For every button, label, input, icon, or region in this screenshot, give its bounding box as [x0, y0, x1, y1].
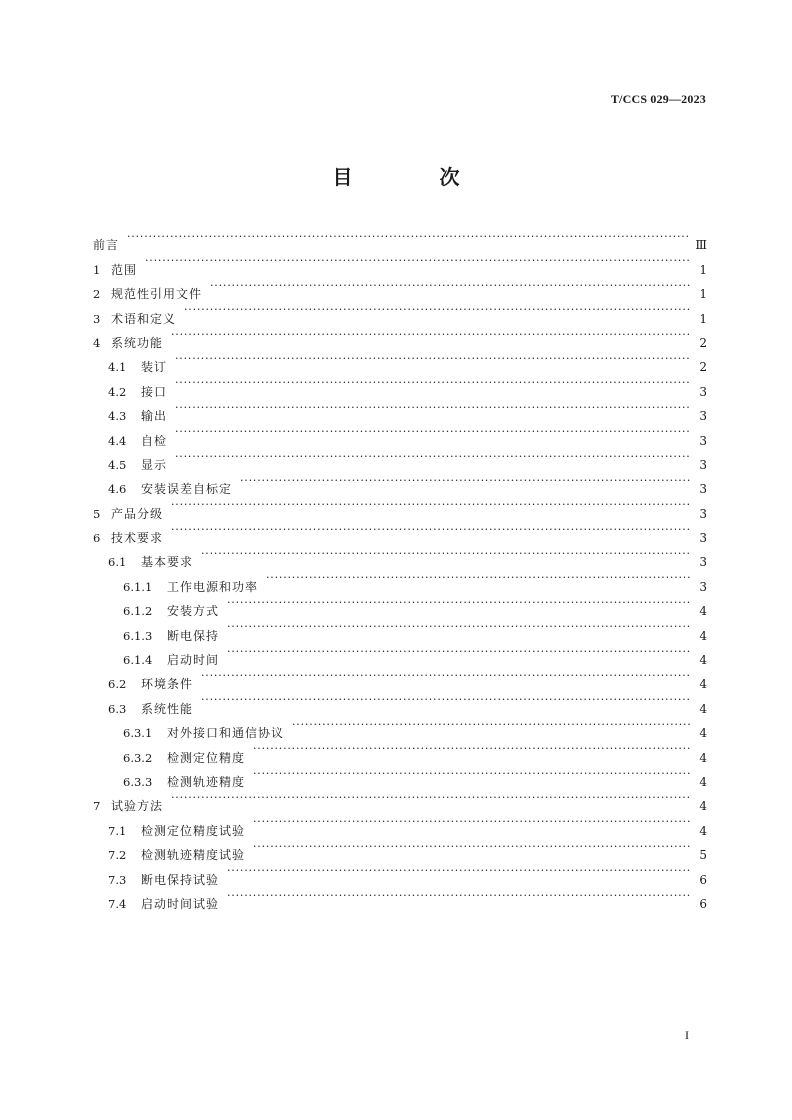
toc-dot-leader [175, 420, 691, 444]
toc-entry-page: 5 [699, 848, 707, 863]
toc-entry[interactable] [93, 298, 707, 326]
toc-entry-label: 检测定位精度 [167, 750, 246, 765]
toc-entry-page: 3 [699, 482, 707, 497]
toc-entry-number: 4 [93, 335, 101, 350]
toc-dot-leader [175, 396, 691, 420]
toc-entry-number: 4.4 [108, 433, 127, 448]
toc-entry-page: 4 [699, 750, 707, 765]
toc-entry-number: 4.2 [108, 384, 127, 399]
toc-dot-leader [127, 225, 689, 249]
toc-entry-page: 3 [699, 555, 707, 570]
toc-entry-label: 检测定位精度试验 [141, 823, 246, 838]
toc-entry[interactable] [93, 274, 707, 302]
toc-entry-label: 断电保持 [167, 628, 220, 643]
toc-entry-page: 6 [699, 896, 707, 911]
toc-dot-leader [175, 347, 691, 371]
toc-entry-number: 4.6 [108, 482, 127, 497]
toc-entry-page: 4 [699, 677, 707, 692]
toc-entry-page: 4 [699, 823, 707, 838]
toc-entry-label: 术语和定义 [111, 311, 177, 326]
toc-entry-number: 7.2 [108, 848, 127, 863]
toc-entry-label: 技术要求 [111, 531, 164, 546]
toc-entry-number: 1 [93, 262, 101, 277]
toc-entry-page: Ⅲ [695, 238, 707, 253]
toc-entry-label: 检测轨迹精度试验 [141, 848, 246, 863]
toc-entry-label: 系统功能 [111, 335, 164, 350]
toc-entry-page: 4 [699, 628, 707, 643]
toc-entry-number: 6 [93, 531, 101, 546]
page-number: I [685, 1028, 689, 1042]
toc-entry-page: 1 [699, 262, 707, 277]
toc-entry-label: 启动时间 [167, 653, 220, 668]
toc-entry-label: 前言 [93, 238, 120, 253]
toc-entry[interactable] [93, 542, 707, 570]
toc-dot-leader [253, 737, 691, 761]
toc-entry[interactable] [93, 371, 707, 399]
toc-entry-label: 试验方法 [111, 799, 164, 814]
toc-dot-leader [253, 835, 691, 859]
toc-entry-label: 系统性能 [141, 701, 194, 716]
toc-entry-label: 基本要求 [141, 555, 194, 570]
toc-entry-number: 4.3 [108, 409, 127, 424]
toc-entry-label: 装订 [141, 360, 168, 375]
toc-entry-label: 规范性引用文件 [111, 287, 203, 302]
toc-entry[interactable] [93, 810, 707, 838]
toc-dot-leader [227, 640, 691, 664]
toc-entry-page: 3 [699, 409, 707, 424]
toc-dot-leader [171, 786, 691, 810]
toc-entry-label: 接口 [141, 384, 168, 399]
toc-dot-leader [227, 615, 691, 639]
toc-dot-leader [175, 371, 691, 395]
toc-dot-leader [201, 664, 691, 688]
toc-entry-label: 显示 [141, 457, 168, 472]
toc-dot-leader [171, 493, 691, 517]
toc-entry[interactable] [93, 347, 707, 375]
toc-entry-page: 1 [699, 287, 707, 302]
toc-entry-label: 检测轨迹精度 [167, 774, 246, 789]
toc-entry-label: 安装方式 [167, 604, 220, 619]
toc-entry-label: 工作电源和功率 [167, 579, 259, 594]
toc-dot-leader [145, 249, 691, 273]
toc-dot-leader [210, 274, 691, 298]
toc-entry-page: 3 [699, 433, 707, 448]
toc-dot-leader [184, 298, 691, 322]
toc-entry[interactable] [93, 786, 707, 814]
toc-entry-number: 4.5 [108, 457, 127, 472]
toc-entry-number: 7.3 [108, 872, 127, 887]
toc-entry-page: 3 [699, 506, 707, 521]
toc-entry-page: 2 [699, 360, 707, 375]
toc-dot-leader [171, 323, 691, 347]
page-title: 目 次 [332, 165, 500, 189]
toc-entry-number: 5 [93, 506, 101, 521]
toc-entry[interactable] [93, 225, 707, 253]
toc-dot-leader [201, 542, 691, 566]
toc-entry[interactable] [93, 323, 707, 350]
document-header: T/CCS 029—2023 [610, 92, 706, 106]
toc-entry-page: 4 [699, 653, 707, 668]
toc-dot-leader [175, 445, 691, 469]
toc-entry-number: 2 [93, 287, 101, 302]
toc-entry-number: 7.1 [108, 823, 127, 838]
toc-entry-page: 4 [699, 726, 707, 741]
toc-entry-label: 产品分级 [111, 506, 164, 521]
toc-entry-number: 6.2 [108, 677, 127, 692]
toc-entry[interactable] [93, 396, 707, 424]
toc-entry[interactable] [93, 469, 707, 497]
toc-entry-label: 启动时间试验 [141, 896, 220, 911]
toc-entry-number: 6.1.3 [123, 628, 153, 643]
toc-entry-number: 6.1.1 [123, 579, 153, 594]
toc-entry-page: 4 [699, 701, 707, 716]
toc-entry[interactable] [93, 445, 707, 472]
toc-entry-page: 1 [699, 311, 707, 326]
toc-entry-page: 3 [699, 531, 707, 546]
toc-entry-label: 范围 [111, 262, 138, 277]
toc-entry-page: 4 [699, 604, 707, 619]
toc-entry-number: 3 [93, 311, 101, 326]
toc-entry-number: 6.1.2 [123, 604, 153, 619]
toc-entry-page: 3 [699, 579, 707, 594]
toc-entry-page: 3 [699, 384, 707, 399]
toc-dot-leader [253, 810, 691, 834]
toc-dot-leader [227, 884, 691, 908]
toc-entry-number: 4.1 [108, 360, 127, 375]
toc-entry-number: 6.3 [108, 701, 127, 716]
toc-entry-number: 6.3.1 [123, 726, 153, 741]
toc-entry-number: 6.3.2 [123, 750, 153, 765]
toc-dot-leader [227, 591, 691, 615]
toc-entry-number: 6.1 [108, 555, 127, 570]
toc-dot-leader [266, 566, 691, 590]
toc-dot-leader [227, 859, 691, 883]
toc-entry[interactable] [93, 518, 707, 546]
toc-entry-page: 6 [699, 872, 707, 887]
toc-entry-page: 4 [699, 774, 707, 789]
toc-entry[interactable] [93, 493, 707, 521]
toc-entry-number: 7 [93, 799, 101, 814]
toc-entry-label: 环境条件 [141, 677, 194, 692]
toc-entry-label: 自检 [141, 433, 168, 448]
toc-entry-number: 6.3.3 [123, 774, 153, 789]
toc-entry-label: 对外接口和通信协议 [167, 726, 285, 741]
toc-dot-leader [253, 762, 691, 786]
toc-entry-label: 安装误差自标定 [141, 482, 233, 497]
toc-dot-leader [171, 518, 691, 542]
toc-entry-number: 7.4 [108, 896, 127, 911]
toc-entry-number: 6.1.4 [123, 653, 153, 668]
toc-entry-page: 3 [699, 457, 707, 472]
table-of-contents [93, 225, 707, 911]
toc-entry-label: 断电保持试验 [141, 872, 220, 887]
toc-dot-leader [201, 688, 691, 712]
toc-entry-page: 2 [699, 335, 707, 350]
toc-entry[interactable] [93, 420, 707, 448]
toc-entry-label: 输出 [141, 409, 168, 424]
toc-entry-page: 4 [699, 799, 707, 814]
toc-dot-leader [240, 469, 691, 493]
toc-dot-leader [292, 713, 691, 737]
toc-entry[interactable] [93, 249, 707, 277]
